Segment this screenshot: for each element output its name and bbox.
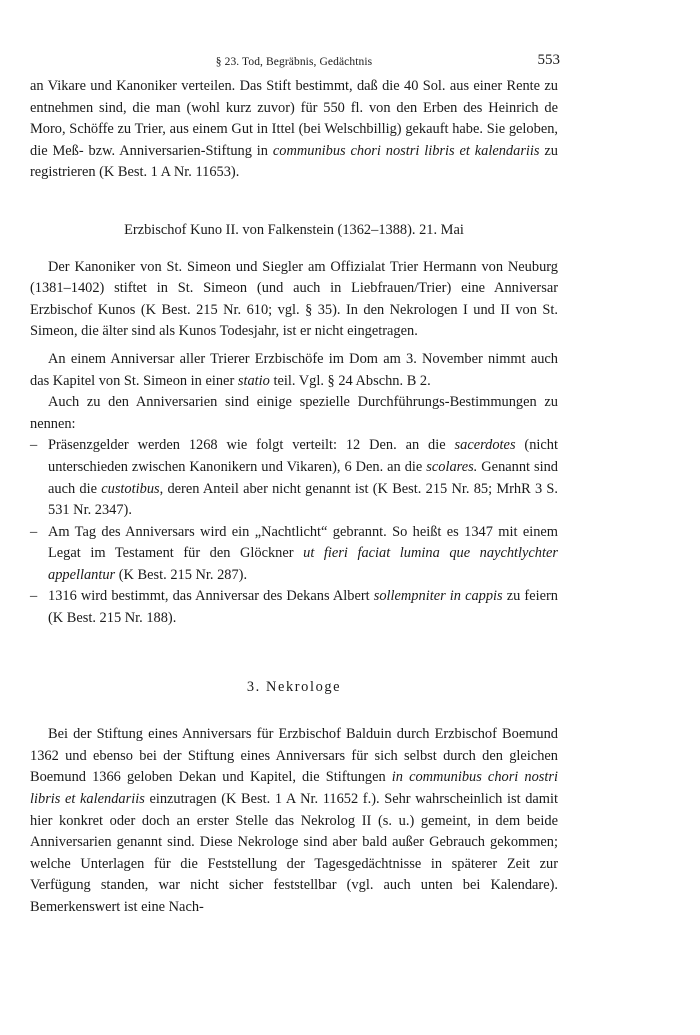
list-item (30, 435, 558, 521)
text-run: zu feiern (K Best. 215 Nr. 188). (48, 588, 558, 627)
text-run: Am Tag des Anniversars wird ein „Nachtlicht“ gebrannt. So heißt es 1347 mit einem Legat im Testament für den Glöckner (48, 523, 558, 562)
text-run: Präsenzgelder werden 1268 wie folgt verteilt: 12 Den. an die (48, 437, 455, 454)
latin-quote: in communibus chori nostri libris et kalendariis (30, 769, 559, 808)
latin-term: scolares. (426, 458, 478, 475)
latin-quote: ut fieri faciat lumina que naychtlychter appellantur (48, 545, 558, 583)
latin-term: sacerdotes (454, 437, 516, 454)
latin-term: statio (237, 372, 270, 389)
list-item (30, 522, 558, 587)
list-item (30, 586, 558, 629)
latin-quote: communibus chori nostri libris et kalendariis (272, 142, 540, 159)
running-title: § 23. Tod, Begräbnis, Gedächtnis (215, 56, 373, 68)
latin-term: sollempniter in cappis (373, 588, 503, 605)
paragraph-nekrologe (30, 724, 558, 918)
text-run: Genannt sind auch die (48, 458, 558, 497)
page-number: 553 (537, 52, 560, 68)
book-page (30, 44, 558, 919)
text-run: Bei der Stiftung eines Anniversars für Erzbischof Balduin durch Erzbischof Boemund 1362 und ebenso bei der Stiftung eines Anniversars für sich selbst durch den gleichen Boemund 1366 geloben Dekan und Kapitel, die Stiftungen (30, 726, 558, 786)
paragraph-intro: Auch zu den Anniversarien sind einige spezielle Durchführungs-Bestimmungen zu nennen: (30, 394, 558, 432)
dash-list (30, 435, 558, 629)
text-run: 1316 wird bestimmt, das Anniversar des Dekans Albert (48, 588, 374, 605)
section-heading-kuno: Erzbischof Kuno II. von Falkenstein (1362–1388). 21. Mai (124, 221, 464, 238)
latin-term: custotibus (101, 480, 160, 497)
paragraph-kuno: Der Kanoniker von St. Simeon und Siegler am Offizialat Trier Hermann von Neuburg (1381–1402) stiftet in St. Simeon (und auch in Liebfrauen/Trier) eine Anniversar Erzbischof Kunos (K Best. 215 Nr. 610; vgl. § 35). In den Nekrologen I und II von St. Simeon, die älter sind als Kunos Todesjahr, ist er nicht eingetragen. (30, 258, 558, 340)
running-head (30, 44, 558, 70)
section-heading-nekrologe: 3. Nekrologe (246, 678, 342, 695)
continued-paragraph (30, 76, 558, 184)
text-run: teil. Vgl. § 24 Abschn. B 2. (269, 372, 431, 389)
text-run: An einem Anniversar aller Trierer Erzbischöfe im Dom am 3. November nimmt auch das Kapitel von St. Simeon in einer (30, 350, 558, 389)
paragraph-dom (30, 349, 558, 392)
text-run: an Vikare und Kanoniker verteilen. Das Stift bestimmt, daß die 40 Sol. aus einer Rente zu entnehmen sind, die man (wohl kurz zuvor) für 550 fl. von den Erben des Heinrich de Moro, Schöffe zu Trier, aus einem Gut in Ittel (bei Welschbillig) gekauft habe. Sie geloben, die Meß- bzw. Anniversarien-Stiftung in (30, 78, 558, 159)
text-run: zu registrieren (K Best. 1 A Nr. 11653). (30, 142, 558, 181)
text-run: (nicht unterschieden zwischen Kanonikern und Vikaren), 6 Den. an die (48, 437, 558, 475)
text-run: , deren Anteil aber nicht genannt ist (K Best. 215 Nr. 85; MrhR 3 S. 531 Nr. 2347). (48, 480, 558, 519)
text-run: (K Best. 215 Nr. 287). (115, 566, 248, 583)
text-run: einzutragen (K Best. 1 A Nr. 11652 f.). Sehr wahrscheinlich ist damit hier konkret oder doch an erster Stelle das Nekrolog II (s. u.) gemeint, in dem beide Anniversarien genannt sind. Diese Nekrologe sind aber bald außer Gebrauch gekommen; welche Unterlagen für die Feststellung der Tagesgedächtnisse in späterer Zeit zur Verfügung standen, war nicht sicher feststellbar (vgl. auch unten bei Kalendare). Bemerkenswert ist eine Nach- (30, 791, 558, 915)
